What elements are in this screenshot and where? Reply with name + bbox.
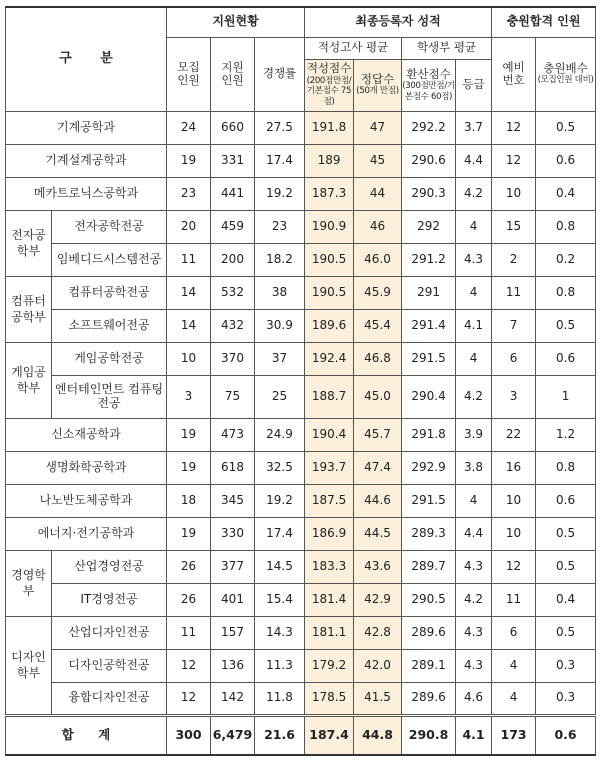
cell-mult: 0.2: [536, 243, 596, 276]
cell-conv: 292.2: [402, 111, 456, 144]
total-applicants: 6,479: [211, 715, 255, 755]
cell-grade: 3.7: [456, 111, 492, 144]
header-applications: 지원현황: [167, 7, 305, 37]
cell-mult: 0.5: [536, 517, 596, 550]
table-row: [6, 243, 596, 276]
cell-applicants: 136: [211, 649, 255, 682]
header-aptitude-avg: 적성고사 평균: [305, 37, 402, 59]
cell-recruit: 10: [167, 342, 211, 375]
cell-apt: 191.8: [305, 111, 354, 144]
cell-recruit: 11: [167, 243, 211, 276]
cell-recruit: 23: [167, 177, 211, 210]
total-ratio: 21.6: [255, 715, 305, 755]
cell-grade: 4.2: [456, 375, 492, 418]
cell-applicants: 157: [211, 616, 255, 649]
header-ratio: 경쟁률: [255, 37, 305, 111]
cell-recruit: 14: [167, 276, 211, 309]
cell-mult: 0.8: [536, 210, 596, 243]
total-label: 합 계: [6, 715, 167, 755]
cell-mult: 0.4: [536, 177, 596, 210]
cell-correct: 46: [354, 210, 402, 243]
cell-grade: 4.3: [456, 243, 492, 276]
cell-recruit: 14: [167, 309, 211, 342]
cell-grade: 4.2: [456, 583, 492, 616]
header-grade: 등급: [456, 59, 492, 111]
table-row: [6, 682, 596, 715]
table-row: [6, 177, 596, 210]
cell-wait: 12: [492, 550, 536, 583]
header-recruit: 모집인원: [167, 37, 211, 111]
header-apt-score-label: 적성점수: [306, 61, 352, 76]
cell-ratio: 23: [255, 210, 305, 243]
cell-grade: 4: [456, 342, 492, 375]
cell-conv: 292: [402, 210, 456, 243]
cell-mult: 1: [536, 375, 596, 418]
header-converted-label: 환산점수: [406, 66, 451, 81]
cell-apt: 190.4: [305, 418, 354, 451]
group-cell: 경영학부: [6, 550, 52, 616]
cell-grade: 4.4: [456, 144, 492, 177]
header-correct: [354, 59, 402, 111]
cell-ratio: 15.4: [255, 583, 305, 616]
cell-grade: 4.4: [456, 517, 492, 550]
total-apt: 187.4: [305, 715, 354, 755]
cell-apt: 178.5: [305, 682, 354, 715]
cell-mult: 0.6: [536, 342, 596, 375]
cell-ratio: 18.2: [255, 243, 305, 276]
cell-grade: 4: [456, 276, 492, 309]
department-name: IT경영전공: [52, 583, 167, 616]
group-cell: 게임공학부: [6, 342, 52, 418]
cell-apt: 189: [305, 144, 354, 177]
total-conv: 290.8: [402, 715, 456, 755]
table-row: [6, 309, 596, 342]
cell-wait: 22: [492, 418, 536, 451]
cell-applicants: 532: [211, 276, 255, 309]
cell-applicants: 660: [211, 111, 255, 144]
admission-results-table-wrapper: [5, 6, 595, 756]
header-additional-admission: 충원합격 인원: [492, 7, 596, 37]
cell-applicants: 370: [211, 342, 255, 375]
header-gubun: 구 분: [6, 7, 167, 111]
header-multiple: [536, 37, 596, 111]
cell-grade: 4.3: [456, 550, 492, 583]
cell-ratio: 27.5: [255, 111, 305, 144]
department-name: 신소재공학과: [6, 418, 167, 451]
cell-conv: 289.6: [402, 682, 456, 715]
header-converted: [402, 59, 456, 111]
cell-applicants: 75: [211, 375, 255, 418]
total-grade: 4.1: [456, 715, 492, 755]
cell-applicants: 441: [211, 177, 255, 210]
department-name: 엔터테인먼트 컴퓨팅전공: [52, 375, 167, 418]
department-name: 에너지·전기공학과: [6, 517, 167, 550]
cell-apt: 192.4: [305, 342, 354, 375]
cell-correct: 44: [354, 177, 402, 210]
cell-apt: 187.5: [305, 484, 354, 517]
cell-ratio: 25: [255, 375, 305, 418]
cell-ratio: 14.5: [255, 550, 305, 583]
cell-mult: 0.5: [536, 550, 596, 583]
cell-recruit: 26: [167, 583, 211, 616]
cell-applicants: 459: [211, 210, 255, 243]
header-correct-label: 정답수: [360, 72, 395, 87]
header-final-scores: 최종등록자 성적: [305, 7, 492, 37]
table-row: [6, 616, 596, 649]
department-name: 융합디자인전공: [52, 682, 167, 715]
table-row: [6, 517, 596, 550]
cell-ratio: 32.5: [255, 451, 305, 484]
cell-grade: 4.2: [456, 177, 492, 210]
department-name: 생명화학공학과: [6, 451, 167, 484]
cell-recruit: 19: [167, 418, 211, 451]
cell-apt: 179.2: [305, 649, 354, 682]
cell-wait: 6: [492, 342, 536, 375]
cell-applicants: 200: [211, 243, 255, 276]
department-name: 산업경영전공: [52, 550, 167, 583]
cell-correct: 43.6: [354, 550, 402, 583]
cell-wait: 3: [492, 375, 536, 418]
header-multiple-label: 충원배수: [543, 61, 588, 76]
cell-correct: 45.4: [354, 309, 402, 342]
cell-correct: 46.8: [354, 342, 402, 375]
department-name: 게임공학전공: [52, 342, 167, 375]
cell-apt: 183.3: [305, 550, 354, 583]
table-body: [6, 111, 596, 755]
table-row: [6, 210, 596, 243]
cell-wait: 7: [492, 309, 536, 342]
department-name: 기계공학과: [6, 111, 167, 144]
total-correct: 44.8: [354, 715, 402, 755]
cell-grade: 4.1: [456, 309, 492, 342]
cell-applicants: 432: [211, 309, 255, 342]
cell-recruit: 18: [167, 484, 211, 517]
cell-ratio: 37: [255, 342, 305, 375]
cell-grade: 4.6: [456, 682, 492, 715]
cell-conv: 291.4: [402, 309, 456, 342]
table-row: [6, 375, 596, 418]
table-row: [6, 144, 596, 177]
header-record-avg: 학생부 평균: [402, 37, 492, 59]
cell-mult: 0.8: [536, 451, 596, 484]
cell-apt: 181.1: [305, 616, 354, 649]
cell-wait: 10: [492, 484, 536, 517]
table-row: [6, 583, 596, 616]
cell-ratio: 38: [255, 276, 305, 309]
cell-mult: 1.2: [536, 418, 596, 451]
cell-apt: 190.9: [305, 210, 354, 243]
cell-mult: 0.5: [536, 111, 596, 144]
department-name: 소프트웨어전공: [52, 309, 167, 342]
cell-recruit: 19: [167, 451, 211, 484]
cell-apt: 187.3: [305, 177, 354, 210]
cell-apt: 193.7: [305, 451, 354, 484]
cell-wait: 11: [492, 276, 536, 309]
department-name: 전자공학전공: [52, 210, 167, 243]
table-row: [6, 550, 596, 583]
cell-apt: 186.9: [305, 517, 354, 550]
cell-conv: 291.8: [402, 418, 456, 451]
cell-grade: 4: [456, 484, 492, 517]
cell-applicants: 473: [211, 418, 255, 451]
cell-wait: 4: [492, 682, 536, 715]
cell-wait: 12: [492, 111, 536, 144]
cell-conv: 291.5: [402, 342, 456, 375]
cell-recruit: 12: [167, 682, 211, 715]
cell-recruit: 19: [167, 144, 211, 177]
cell-wait: 15: [492, 210, 536, 243]
cell-correct: 45.9: [354, 276, 402, 309]
cell-recruit: 3: [167, 375, 211, 418]
cell-applicants: 345: [211, 484, 255, 517]
table-header: [6, 7, 596, 111]
cell-grade: 3.9: [456, 418, 492, 451]
cell-mult: 0.3: [536, 682, 596, 715]
header-multiple-note: (모집인원 대비): [537, 75, 594, 86]
cell-conv: 290.5: [402, 583, 456, 616]
cell-mult: 0.5: [536, 309, 596, 342]
cell-conv: 292.9: [402, 451, 456, 484]
cell-correct: 42.0: [354, 649, 402, 682]
cell-correct: 42.8: [354, 616, 402, 649]
cell-wait: 10: [492, 517, 536, 550]
cell-apt: 188.7: [305, 375, 354, 418]
cell-grade: 4.3: [456, 616, 492, 649]
cell-correct: 44.5: [354, 517, 402, 550]
group-cell: 전자공학부: [6, 210, 52, 276]
cell-conv: 290.3: [402, 177, 456, 210]
cell-mult: 0.6: [536, 144, 596, 177]
cell-apt: 190.5: [305, 243, 354, 276]
cell-wait: 16: [492, 451, 536, 484]
cell-correct: 41.5: [354, 682, 402, 715]
cell-ratio: 30.9: [255, 309, 305, 342]
department-name: 메카트로닉스공학과: [6, 177, 167, 210]
department-name: 임베디드시스템전공: [52, 243, 167, 276]
header-apt-score-note: (200점만점/기본점수 75점): [306, 75, 352, 107]
admission-results-table: [5, 6, 596, 756]
cell-mult: 0.4: [536, 583, 596, 616]
cell-applicants: 331: [211, 144, 255, 177]
cell-applicants: 618: [211, 451, 255, 484]
cell-applicants: 142: [211, 682, 255, 715]
cell-wait: 10: [492, 177, 536, 210]
cell-conv: 289.7: [402, 550, 456, 583]
cell-conv: 290.6: [402, 144, 456, 177]
department-name: 기계설계공학과: [6, 144, 167, 177]
cell-ratio: 14.3: [255, 616, 305, 649]
header-waitlist: 예비번호: [492, 37, 536, 111]
cell-wait: 2: [492, 243, 536, 276]
cell-conv: 291.2: [402, 243, 456, 276]
table-row: [6, 276, 596, 309]
total-mult: 0.6: [536, 715, 596, 755]
group-cell: 디자인학부: [6, 616, 52, 715]
cell-conv: 291.5: [402, 484, 456, 517]
cell-correct: 45: [354, 144, 402, 177]
cell-ratio: 19.2: [255, 484, 305, 517]
cell-mult: 0.6: [536, 484, 596, 517]
cell-correct: 47.4: [354, 451, 402, 484]
cell-recruit: 11: [167, 616, 211, 649]
cell-recruit: 19: [167, 517, 211, 550]
total-recruit: 300: [167, 715, 211, 755]
cell-conv: 289.3: [402, 517, 456, 550]
cell-ratio: 19.2: [255, 177, 305, 210]
cell-correct: 47: [354, 111, 402, 144]
department-name: 컴퓨터공학전공: [52, 276, 167, 309]
cell-ratio: 24.9: [255, 418, 305, 451]
cell-recruit: 20: [167, 210, 211, 243]
cell-correct: 45.7: [354, 418, 402, 451]
cell-conv: 291: [402, 276, 456, 309]
cell-correct: 46.0: [354, 243, 402, 276]
total-wait: 173: [492, 715, 536, 755]
cell-applicants: 330: [211, 517, 255, 550]
cell-recruit: 24: [167, 111, 211, 144]
cell-grade: 3.8: [456, 451, 492, 484]
cell-conv: 289.6: [402, 616, 456, 649]
cell-correct: 44.6: [354, 484, 402, 517]
cell-apt: 181.4: [305, 583, 354, 616]
cell-apt: 190.5: [305, 276, 354, 309]
total-row: [6, 715, 596, 755]
cell-correct: 42.9: [354, 583, 402, 616]
table-row: [6, 342, 596, 375]
header-converted-note: (300점만점/기본점수 60점): [402, 80, 455, 102]
cell-ratio: 17.4: [255, 517, 305, 550]
cell-mult: 0.8: [536, 276, 596, 309]
table-row: [6, 111, 596, 144]
cell-applicants: 377: [211, 550, 255, 583]
cell-grade: 4.3: [456, 649, 492, 682]
cell-conv: 290.4: [402, 375, 456, 418]
department-name: 나노반도체공학과: [6, 484, 167, 517]
cell-wait: 12: [492, 144, 536, 177]
cell-ratio: 17.4: [255, 144, 305, 177]
group-cell: 컴퓨터공학부: [6, 276, 52, 342]
cell-applicants: 401: [211, 583, 255, 616]
cell-recruit: 26: [167, 550, 211, 583]
header-applicants: 지원인원: [211, 37, 255, 111]
cell-wait: 6: [492, 616, 536, 649]
table-row: [6, 418, 596, 451]
cell-mult: 0.5: [536, 616, 596, 649]
cell-ratio: 11.8: [255, 682, 305, 715]
header-correct-note: (50개 만점): [356, 86, 399, 97]
table-row: [6, 451, 596, 484]
table-row: [6, 649, 596, 682]
cell-recruit: 12: [167, 649, 211, 682]
cell-grade: 4: [456, 210, 492, 243]
cell-mult: 0.3: [536, 649, 596, 682]
department-name: 산업디자인전공: [52, 616, 167, 649]
cell-ratio: 11.3: [255, 649, 305, 682]
cell-conv: 289.1: [402, 649, 456, 682]
header-apt-score: [305, 59, 354, 111]
cell-correct: 45.0: [354, 375, 402, 418]
table-row: [6, 484, 596, 517]
cell-wait: 11: [492, 583, 536, 616]
cell-wait: 4: [492, 649, 536, 682]
cell-apt: 189.6: [305, 309, 354, 342]
department-name: 디자인공학전공: [52, 649, 167, 682]
